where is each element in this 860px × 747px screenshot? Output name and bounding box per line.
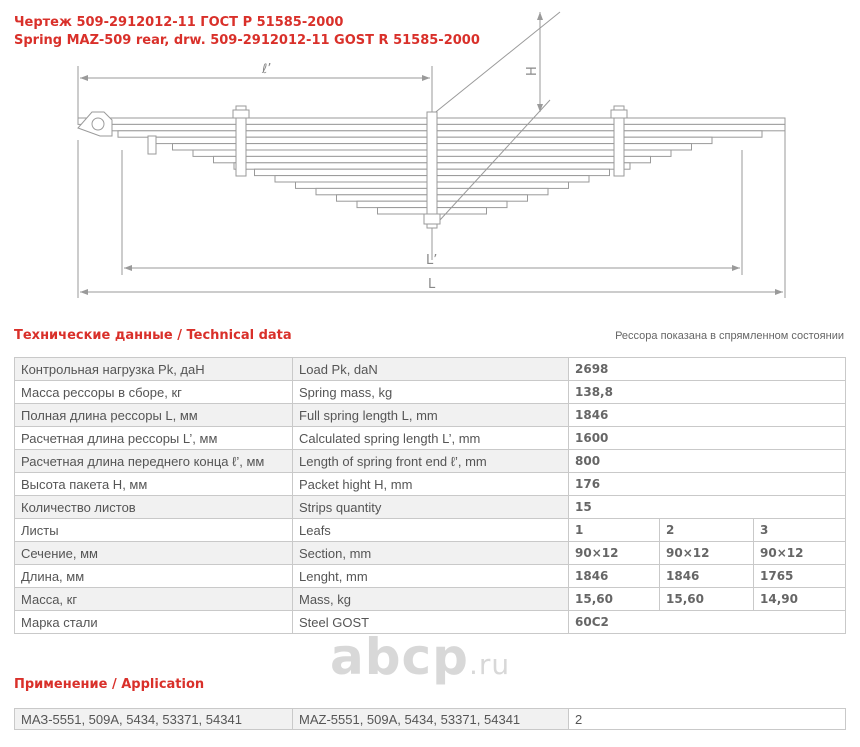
param-en: Lenght, mm (293, 565, 569, 588)
table-row (15, 496, 846, 519)
param-en: Load Pk, daN (293, 358, 569, 381)
leaf-value: 15,60 (660, 588, 754, 611)
param-ru: Расчетная длина рессоры L’, мм (15, 427, 293, 450)
param-value: 138,8 (569, 381, 846, 404)
param-en: Packet hight H, mm (293, 473, 569, 496)
param-value: 1846 (569, 404, 846, 427)
table-row (15, 519, 846, 542)
leaf-value: 2 (660, 519, 754, 542)
application-table (14, 708, 846, 730)
leaf-value: 1 (569, 519, 660, 542)
table-row (15, 358, 846, 381)
table-row (15, 404, 846, 427)
param-en: Full spring length L, mm (293, 404, 569, 427)
application-ru: МАЗ-5551, 509А, 5434, 53371, 54341 (15, 709, 293, 730)
param-ru: Полная длина рессоры L, мм (15, 404, 293, 427)
leaf-value: 14,90 (754, 588, 846, 611)
param-ru: Контрольная нагрузка Pk, даН (15, 358, 293, 381)
table-row (15, 381, 846, 404)
table-row (15, 588, 846, 611)
spring-leaf (118, 131, 762, 137)
param-en: Calculated spring length L’, mm (293, 427, 569, 450)
spring-eye (78, 112, 112, 136)
leaf-value: 90×12 (660, 542, 754, 565)
table-row (15, 473, 846, 496)
param-en: Strips quantity (293, 496, 569, 519)
straightened-note: Рессора показана в спрямленном состоянии (615, 330, 844, 342)
param-en: Mass, kg (293, 588, 569, 611)
param-en: Spring mass, kg (293, 381, 569, 404)
param-value: 2698 (569, 358, 846, 381)
table-row (15, 565, 846, 588)
logo-main: abcp (330, 628, 469, 686)
param-ru: Расчетная длина переднего конца ℓ’, мм (15, 450, 293, 473)
param-en: Leafs (293, 519, 569, 542)
application-en: MAZ-5551, 509A, 5434, 53371, 54341 (293, 709, 569, 730)
application-section-title: Применение / Application (14, 677, 205, 692)
technical-data-table (14, 357, 846, 634)
param-ru: Высота пакета H, мм (15, 473, 293, 496)
leaf-value: 3 (754, 519, 846, 542)
leaf-value: 90×12 (569, 542, 660, 565)
leaf-value: 15,60 (569, 588, 660, 611)
leaf-spring-drawing (0, 0, 860, 310)
param-ru: Масса рессоры в сборе, кг (15, 381, 293, 404)
abcp-watermark-logo (330, 628, 510, 686)
title-en: Spring MAZ-509 rear, drw. 509-2912012-11 GOST R 51585-2000 (14, 33, 480, 48)
label-calculated-length: L’ (426, 253, 438, 268)
param-ru: Листы (15, 519, 293, 542)
application-value: 2 (569, 709, 846, 730)
table-row (15, 450, 846, 473)
application-row (15, 709, 846, 730)
leaf-value: 90×12 (754, 542, 846, 565)
param-value: 1600 (569, 427, 846, 450)
label-front-length: ℓ’ (262, 62, 272, 77)
param-ru: Длина, мм (15, 565, 293, 588)
param-value: 800 (569, 450, 846, 473)
logo-suffix: .ru (468, 648, 511, 681)
label-full-length: L (428, 277, 436, 292)
spring-leaf (110, 124, 785, 130)
param-value: 60С2 (569, 611, 846, 634)
param-value: 15 (569, 496, 846, 519)
param-ru: Сечение, мм (15, 542, 293, 565)
table-row (15, 542, 846, 565)
tech-section-title: Технические данные / Technical data (14, 328, 292, 343)
param-en: Section, mm (293, 542, 569, 565)
leaf-value: 1846 (660, 565, 754, 588)
param-ru: Количество листов (15, 496, 293, 519)
label-height: H (525, 66, 540, 76)
leaf-value: 1846 (569, 565, 660, 588)
param-ru: Марка стали (15, 611, 293, 634)
leaf-value: 1765 (754, 565, 846, 588)
param-en: Steel GOST (293, 611, 569, 634)
param-value: 176 (569, 473, 846, 496)
title-ru: Чертеж 509-2912012-11 ГОСТ Р 51585-2000 (14, 15, 344, 30)
param-en: Length of spring front end ℓ’, mm (293, 450, 569, 473)
param-ru: Масса, кг (15, 588, 293, 611)
table-row (15, 427, 846, 450)
